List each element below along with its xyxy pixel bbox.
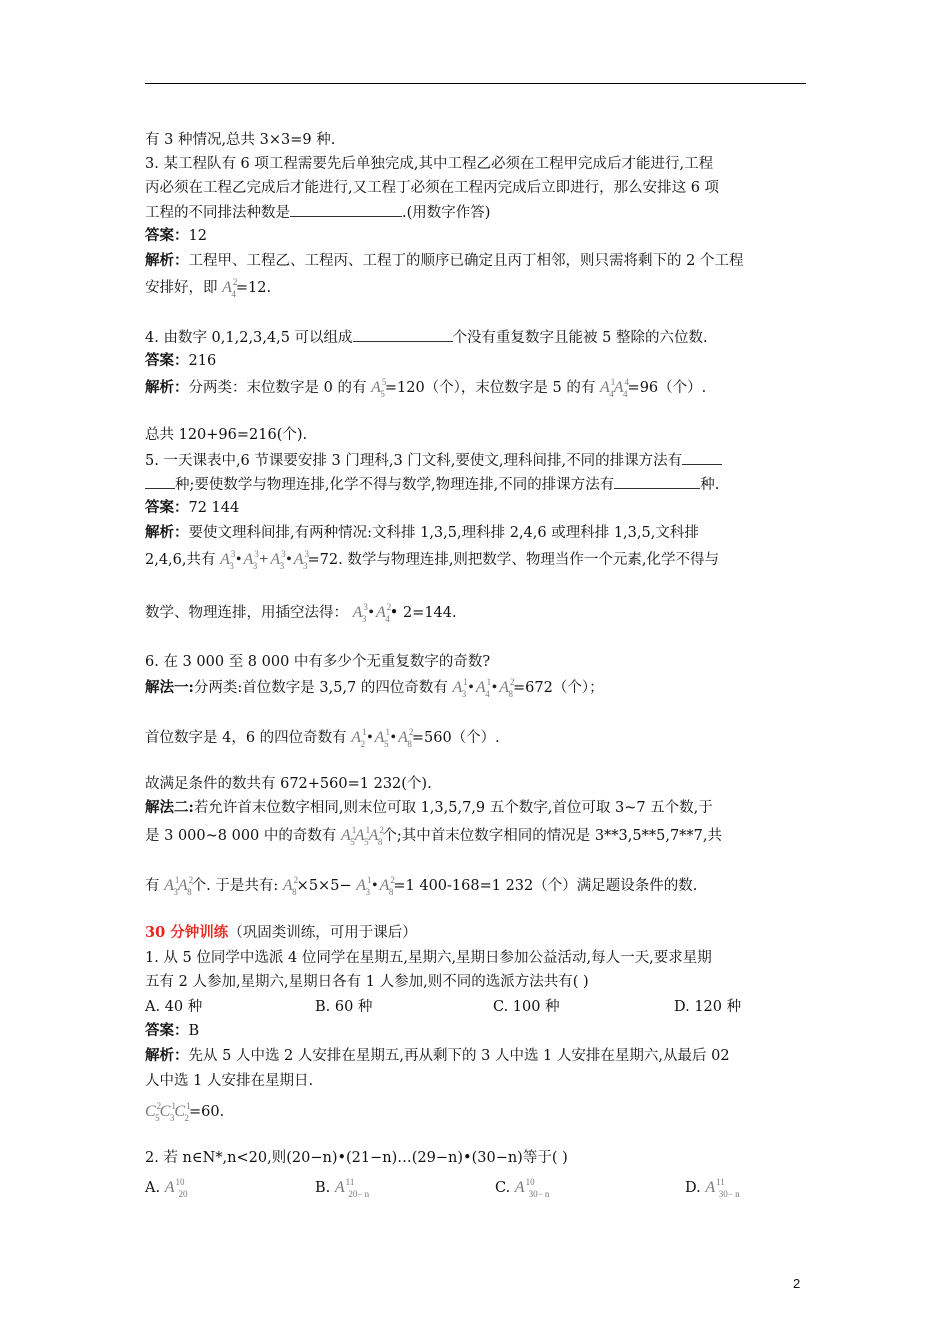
option-a: A. 40 种 — [145, 999, 203, 1015]
question-5-line: 种;要使数学与物理连排,化学不得与数学,物理连排,不同的排课方法有 种. — [145, 474, 807, 495]
answer-blank — [145, 474, 175, 489]
formula: $A^3_3$ • $A^2_4$ — [352, 602, 392, 624]
method-line: 首位数字是 4，6 的四位奇数有 $A^1_2$ • $A^1_5$ • $A^2_8=560$（个）. — [145, 727, 500, 749]
formula: $C^2_5C^1_3C^1_2$ — [145, 1101, 191, 1123]
method-line: 是 3 000~8 000 中的奇数有 $A^1_5A^1_5A^2_8$个;其中首末位数字相同的情况是 3**3,5**5,7**7,共 — [145, 825, 723, 847]
method-line: 解法一:分两类:首位数字是 3,5,7 的四位奇数有 $A^1_3$ • $A^1_4$ • $A^2_8=672$（个）； — [145, 677, 604, 699]
practice-1-line: 1. 从 5 位同学中选派 4 位同学在星期五,星期六,星期日参加公益活动,每人一天,要求星期 — [145, 950, 712, 966]
section-heading — [145, 923, 807, 943]
formula: $A^2_8$ — [282, 875, 299, 897]
answer-blank — [353, 327, 453, 342]
formula: $A^1_3$ • $A^1_4$ • $A^2_8$ — [452, 677, 515, 699]
answer-blank — [290, 202, 402, 217]
practice-2-line: 2. 若 n∈N*,n<20,则(20−n)•(21−n)…(29−n)•(30−n)等于( ) — [145, 1150, 568, 1166]
explanation-line: 解析：分两类：末位数字是 0 的有 $A^5_5=120$（个），末位数字是 5 的有 $A^1_4A^4_4=96$（个）. — [145, 377, 707, 399]
practice-1-line: 五有 2 人参加,星期六,星期日各有 1 人参加,则不同的选派方法共有( ) — [145, 974, 589, 990]
answer-line: 答案：B — [145, 1022, 200, 1039]
formula: $A^1_4A^4_4$ — [599, 377, 630, 399]
formula: $A^1_2$ • $A^1_5$ • $A^2_8$ — [351, 727, 414, 749]
option-c: C. $A^{10}_{30- n}$ — [495, 1177, 550, 1199]
answer-line: 答案：216 — [145, 352, 217, 369]
explanation-line: 人中选 1 人安排在星期日. — [145, 1073, 314, 1089]
formula: $A^2_4$ — [222, 277, 238, 299]
explanation-line: 解析：工程甲、工程乙、工程丙、工程丁的顺序已确定且丙丁相邻，则只需将剩下的 2 个工程 — [145, 252, 744, 269]
formula: $A^3_3$ • $A^3_3 + A^3_3$ • $A^3_3$ — [220, 549, 309, 571]
explanation-line: 解析：先从 5 人中选 2 人安排在星期五,再从剩下的 3 人中选 1 人安排在星期六,从最后 02 — [145, 1047, 730, 1064]
formula: $A^5_5$ — [371, 377, 387, 399]
option-b: B. 60 种 — [315, 999, 373, 1015]
question-3-line: 3. 某工程队有 6 项工程需要先后单独完成,其中工程乙必须在工程甲完成后才能进行,工程 — [145, 156, 714, 172]
explanation-line: $C^2_5C^1_3C^1_2=60$. — [145, 1101, 225, 1123]
answer-line: 答案：72 144 — [145, 499, 240, 516]
formula: $A^1_3$ • $A^2_8$ — [356, 875, 395, 897]
question-5-line: 5. 一天课表中,6 节课要安排 3 门理科,3 门文科,要使文,理科间排,不同的排课方法有 — [145, 450, 807, 471]
method-line: 解法二:若允许首末位数字相同,则末位可取 1,3,5,7,9 五个数字,首位可取 3~7 五个数,于 — [145, 799, 713, 816]
option-a: A. $A^{10}_{20}$ — [145, 1177, 188, 1199]
method-line: 有 $A^1_3A^2_8$个. 于是共有: $A^2_8\times 5\times 5- A^1_3$ • $A^2_8=1$ 400-168=1 232（个）满足题设条件的数. — [145, 875, 698, 897]
question-3-line: 工程的不同排法种数是 .(用数字作答) — [145, 202, 807, 223]
explanation-line: 数学、物理连排，用插空法得： $A^3_3$ • $A^2_4•$ 2=144. — [145, 602, 457, 624]
section-note: （巩固类训练，可用于课后） — [228, 925, 417, 941]
header-rule — [145, 83, 806, 84]
formula: $A^1_5A^1_5A^2_8$ — [341, 825, 384, 847]
formula: $A^1_3A^2_8$ — [164, 875, 194, 897]
explanation-line: 安排好，即 $A^2_4=12$. — [145, 277, 272, 299]
option-d: D. 120 种 — [674, 999, 742, 1015]
question-4-line: 4. 由数字 0,1,2,3,4,5 可以组成 个没有重复数字且能被 5 整除的六位数. — [145, 327, 807, 348]
explanation-line: 2,4,6,共有 $A^3_3$ • $A^3_3 + A^3_3$ • $A^3_3=72$. 数学与物理连排,则把数学、物理当作一个元素,化学不得与 — [145, 549, 720, 571]
option-d: D. $A^{11}_{30- n}$ — [685, 1177, 740, 1199]
question-6-line: 6. 在 3 000 至 8 000 中有多少个无重复数字的奇数? — [145, 654, 491, 670]
option-c: C. 100 种 — [493, 999, 560, 1015]
method-line: 故满足条件的数共有 672+560=1 232(个). — [145, 776, 432, 792]
answer-blank — [682, 450, 722, 465]
explanation-line: 总共 120+96=216(个). — [145, 427, 308, 443]
page-number: 2 — [793, 1276, 801, 1291]
option-b: B. $A^{11}_{20- n}$ — [315, 1177, 370, 1199]
question-3-line: 丙必须在工程乙完成后才能进行,又工程丁必须在工程丙完成后立即进行，那么安排这 6 项 — [145, 180, 720, 196]
answer-blank — [614, 474, 700, 489]
text-line: 有 3 种情况,总共 3×3=9 种. — [145, 132, 336, 148]
answer-line: 答案：12 — [145, 227, 207, 244]
explanation-line: 解析：要使文理科间排,有两种情况:文科排 1,3,5,理科排 2,4,6 或理科排 1,3,5,文科排 — [145, 524, 699, 541]
section-title: 30 分钟训练 — [145, 924, 229, 941]
